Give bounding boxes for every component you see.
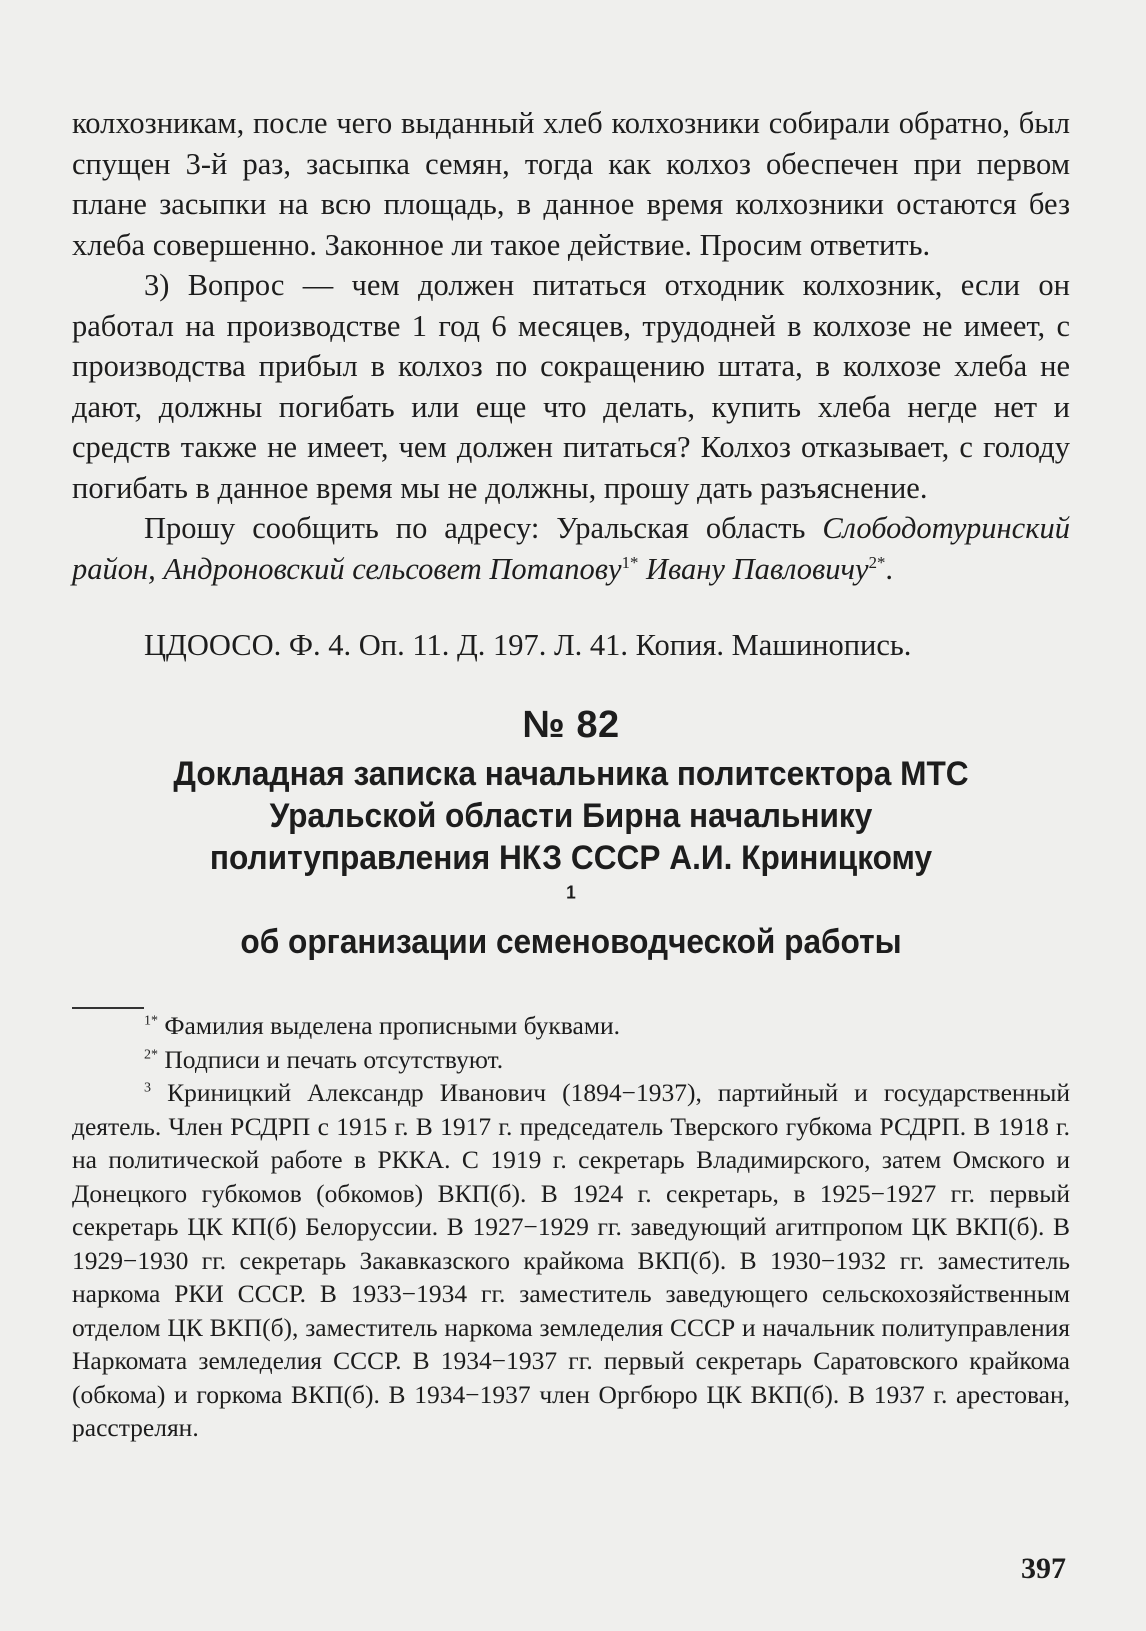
footnote-2-mark: 2* (144, 1047, 159, 1062)
footnote-3 (72, 1076, 1070, 1445)
footnote-ref-1: 1* (621, 552, 639, 572)
paragraph-question-3: 3) Вопрос — чем должен питаться отходник колхозник, если он работал на производстве 1 год 6 месяцев, трудодней в колхозе не имеет, с производства прибыл в колхоз по сокращению штата, в колхозе хлеба не дают, должны погибать или еще что делать, купить хлеба негде нет и средств также не имеет, чем должен питаться? Колхоз отказывает, с голоду погибать в данное время мы не должны, прошу дать разъяснение. (72, 268, 1070, 505)
address-italic-1: Слободотуринский район, Андроновский сельсовет Потапову (72, 511, 1070, 586)
title-line-2: Уральской области Бирна начальнику (269, 797, 873, 835)
title-line-3 (107, 837, 1035, 921)
footnote-1 (72, 1009, 1070, 1043)
page-number: 397 (1021, 1552, 1066, 1585)
archival-source: ЦДООСО. Ф. 4. Оп. 11. Д. 197. Л. 41. Копия. Машинопись. (144, 628, 912, 662)
document-title (107, 753, 1035, 963)
footnote-2 (72, 1043, 1070, 1077)
footnote-1-mark: 1* (144, 1013, 159, 1029)
address-end: . (885, 551, 893, 586)
footnote-3-mark: 3 (144, 1080, 152, 1096)
body-text (72, 103, 1070, 589)
address-plain: Прошу сообщить по адресу: Уральская область (144, 511, 823, 545)
footnote-1-text: Фамилия выделена прописными буквами. (158, 1011, 620, 1040)
paragraph-address (72, 508, 1070, 589)
title-line-3-text: политуправления НКЗ СССР А.И. Криницкому (209, 839, 933, 877)
title-line-1: Докладная записка начальника политсектора МТС (173, 755, 969, 793)
title-line-4: об организации семеноводческой работы (240, 923, 902, 961)
footnotes (72, 1009, 1070, 1445)
footnote-3-text: Криницкий Александр Иванович (1894−1937), партийный и государственный деятель. Член РСДРП с 1915 г. В 1917 г. председатель Тверского губкома РСДРП. В 1918 г. на политической работе в РККА. С 1919 г. секретарь Владимирского, затем Омского и Донецкого губкомов (обкомов) ВКП(б). В 1924 г. секретарь, в 1925−1927 гг. первый секретарь ЦК КП(б) Белоруссии. В 1927−1929 гг. заведующий агитпропом ЦК ВКП(б). В 1929−1930 гг. секретарь Закавказского крайкома ВКП(б). В 1930−1932 гг. заместитель наркома РКИ СССР. В 1933−1934 гг. заместитель заведующего сельскохозяйственным отделом ЦК ВКП(б), заместитель наркома земледелия СССР и начальник политуправления Наркомата земледелия СССР. В 1934−1937 гг. первый секретарь Саратовского крайкома (обкома) и горкома ВКП(б). В 1934−1937 член Оргбюро ЦК ВКП(б). В 1937 г. арестован, расстрелян. (72, 1078, 1070, 1442)
footnote-ref-2: 2* (868, 552, 886, 572)
footnote-2-text: Подписи и печать отсутствуют. (158, 1044, 504, 1074)
title-footnote-ref: 1 (566, 881, 576, 903)
paragraph-continuation: колхозникам, после чего выданный хлеб колхозники собирали обратно, был спущен 3-й раз, засыпка семян, тогда как колхоз обеспечен при первом плане засыпки на всю площадь, в данное время колхозники остаются без хлеба совершенно. Законное ли такое действие. Просим ответить. (72, 106, 1070, 262)
book-page (72, 103, 1070, 1445)
address-italic-2: Ивану Павловичу (638, 551, 869, 586)
document-number: № 82 (522, 704, 620, 746)
